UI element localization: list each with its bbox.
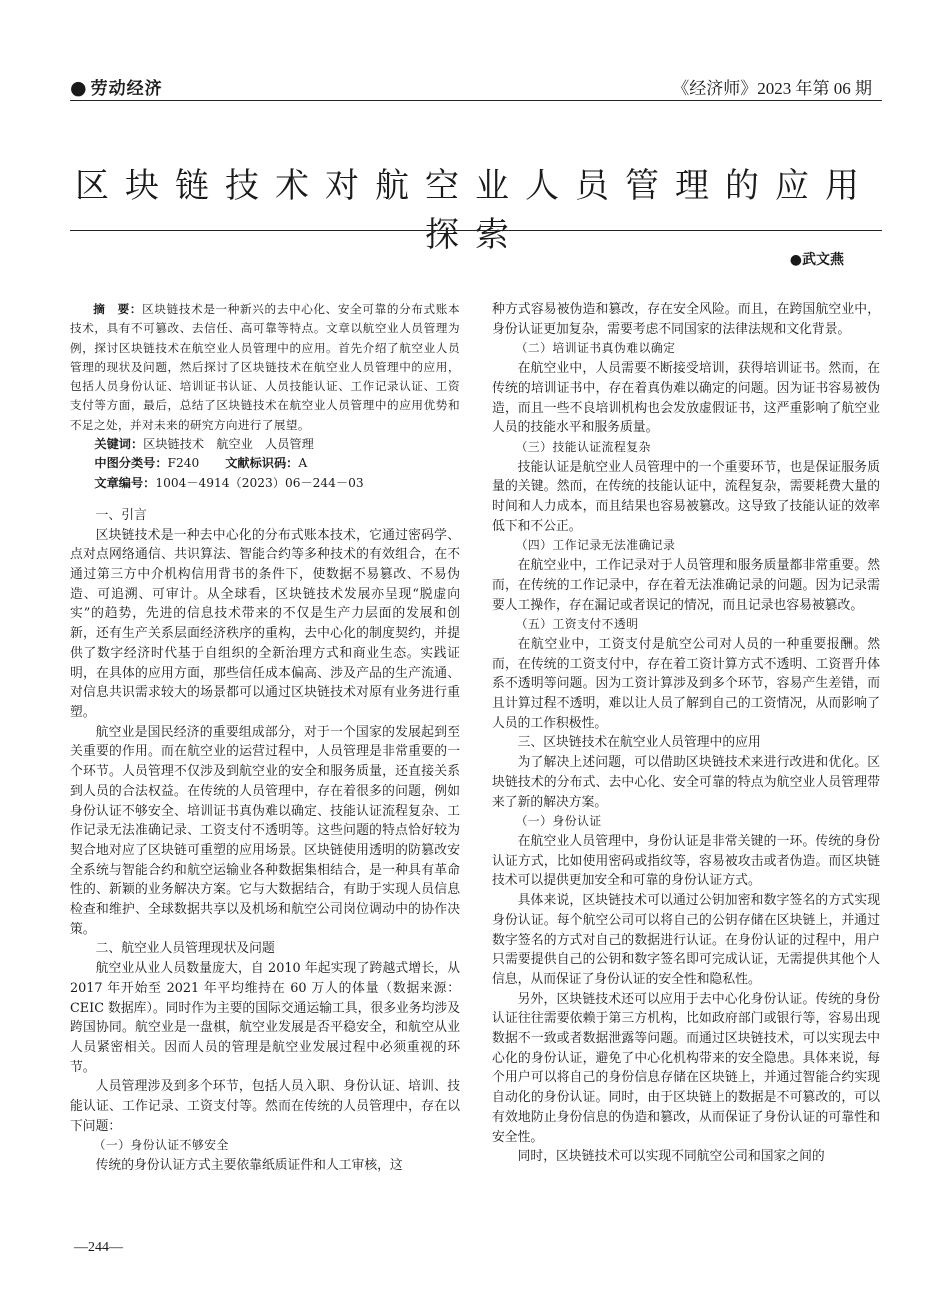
author-name: 武文燕 bbox=[802, 252, 844, 268]
classification: 中图分类号：F240 文献标识码：A bbox=[94, 456, 308, 471]
paragraph: 技能认证是航空业人员管理中的一个重要环节，也是保证服务质量的关键。然而，在传统的技能认证中，流程复杂，需要耗费大量的时间和人力成本，而且结果也容易被篡改。这导致了技能认证的效率低下和不公正。 bbox=[492, 459, 880, 534]
author bbox=[790, 249, 844, 269]
article-title: 区块链技术对航空业人员管理的应用探索 bbox=[75, 166, 875, 255]
abstract-text: 区块链技术是一种新兴的去中心化、安全可靠的分布式账本技术，具有不可篡改、去信任、高可靠等特点。文章以航空业人员管理为例，探讨区块链技术在航空业人员管理中的应用。首先介绍了航空业人员管理的现状及问题，然后探讨了区块链技术在航空业人员管理中的应用，包括人员身份认证、培训证书认证、人员技能认证、工作记录认证、工资支付等方面，最后，总结了区块链技术在航空业人员管理中的应用优势和不足之处，并对未来的研究方向进行了展望。 bbox=[70, 302, 461, 432]
section-label bbox=[70, 74, 163, 99]
paragraph: 具体来说，区块链技术可以通过公钥加密和数字签名的方式实现身份认证。每个航空公司可以将自己的公钥存储在区块链上，并通过数字签名的方式对自己的数据进行认证。在身份认证的过程中，用户只需要提供自己的公钥和数字签名即可完成认证，无需提供其他个人信息，从而保证了身份认证的安全性和隐私性。 bbox=[492, 893, 880, 987]
abstract bbox=[70, 300, 460, 435]
subheading-identity: （一）身份认证不够安全 bbox=[93, 1138, 229, 1153]
paragraph: 传统的身份认证方式主要依靠纸质证件和人工审核，这 bbox=[95, 1158, 403, 1174]
article-number: 文章编号：1004－4914（2023）06－244－03 bbox=[94, 475, 364, 490]
paragraph: 在航空业中，工作记录对于人员管理和服务质量都非常重要。然而，在传统的工作记录中，存在着无法准确记录的问题。因为记录需要人工操作，存在漏记或者误记的情况，而且记录也容易被篡改。 bbox=[492, 558, 880, 613]
paragraph: 另外，区块链技术还可以应用于去中心化身份认证。传统的身份认证往往需要依赖于第三方机构，比如政府部门或银行等，容易出现数据不一致或者数据泄露等问题。而通过区块链技术，可以实现去中心化的身份认证，避免了中心化机构带来的安全隐患。具体来说，每个用户可以将自己的身份信息存储在区块链上，并通过智能合约实现自动化的身份认证。同时，由于区块链上的数据是不可篡改的，可以有效地防止身份信息的伪造和篡改，从而保证了身份认证的可靠性和安全性。 bbox=[492, 991, 880, 1145]
paragraph: 航空业是国民经济的重要组成部分，对于一个国家的发展起到至关重要的作用。而在航空业的运营过程中，人员管理是非常重要的一个环节。人员管理不仅涉及到航空业的安全和服务质量，还直接关系到人员的合法权益。在传统的人员管理中，存在着很多的问题，例如身份认证不够安全、培训证书真伪难以确定、技能认证流程复杂、工作记录无法准确记录、工资支付不透明等。这些问题的特点恰好较为契合地对应了区块链可重塑的应用场景。区块链使用透明的防篡改安全系统与智能合约和航空运输业各种数据集相结合，是一种具有革命性的、新颖的业务解决方案。它与大数据结合，有助于实现人员信息检查和维护、全球数据共享以及机场和航空公司岗位调动中的协作决策。 bbox=[70, 724, 460, 937]
paragraph: 航空业从业人员数量庞大，自 2010 年起实现了跨越式增长，从 2017 年开始至 2021 年平均维持在 60 万人的体量（数据来源：CEIC 数据库）。同时作为主要的国际交通运输工具，很多业务均涉及跨国协同。航空业是一盘棋，航空业发展是否平稳安全，和航空从业人员紧密相关。因而人员的管理是航空业发展过程中必须重视的环节。 bbox=[70, 961, 460, 1075]
subheading-skills: （三）技能认证流程复杂 bbox=[515, 439, 651, 454]
section-name: 劳动经济 bbox=[90, 79, 163, 99]
paragraph: 在航空业中，工资支付是航空公司对人员的一种重要报酬。然而，在传统的工资支付中，存在着工资计算方式不透明、工资晋升体系不透明等问题。因为工资计算涉及到多个环节，容易产生差错，而且计算过程不透明，难以让人员了解到自己的工资情况，从而影响了人员的工作积极性。 bbox=[492, 636, 880, 731]
header-rule bbox=[70, 100, 882, 101]
section-heading-intro: 一、引言 bbox=[95, 507, 147, 523]
paragraph: 在航空业中，人员需要不断接受培训，获得培训证书。然而，在传统的培训证书中，存在着真伪难以确定的问题。因为证书容易被伪造，而且一些不良培训机构也会发放虚假证书，这严重影响了航空业人员的技能水平和服务质量。 bbox=[492, 361, 880, 436]
author-bullet-icon: ● bbox=[789, 252, 802, 268]
keywords: 关键词：区块链技术 航空业 人员管理 bbox=[94, 437, 314, 452]
left-column bbox=[70, 300, 460, 1176]
subheading-work-records: （四）工作记录无法准确记录 bbox=[515, 538, 676, 553]
abstract-label: 摘 要： bbox=[93, 302, 143, 316]
page-number: —244— bbox=[74, 1240, 123, 1255]
journal-info: 《经济师》2023 年第 06 期 bbox=[672, 79, 872, 98]
section-bullet-icon: ● bbox=[70, 77, 88, 99]
subheading-identity-auth: （一）身份认证 bbox=[515, 814, 602, 829]
paragraph: 种方式容易被伪造和篡改，存在安全风险。而且，在跨国航空业中，身份认证更加复杂，需要考虑不同国家的法律法规和文化背景。 bbox=[492, 302, 880, 337]
right-column bbox=[492, 300, 880, 1167]
paragraph: 区块链技术是一种去中心化的分布式账本技术，它通过密码学、点对点网络通信、共识算法、智能合约等多种技术的有效组合，在不通过第三方中介机构信用背书的条件下，使数据不易篡改、不易伪造、可追溯、可审计。从全球看，区块链技术发展亦呈现“脱虚向实”的趋势，先进的信息技术带来的不仅是生产力层面的发展和创新，还有生产关系层面经济秩序的重构，去中心化的制度契约，并提供了数字经济时代基于自组织的全新治理方式和商业生态。实践证明，在具体的应用方面，那些信任成本偏高、涉及产品的生产流通、对信息共识需求较大的场景都可以通过区块链技术对原有业务进行重塑。 bbox=[70, 527, 460, 720]
subheading-payroll: （五）工资支付不透明 bbox=[515, 617, 639, 632]
section-heading-status: 二、航空业人员管理现状及问题 bbox=[95, 941, 275, 957]
subheading-certificates: （二）培训证书真伪难以确定 bbox=[515, 341, 676, 356]
paragraph: 人员管理涉及到多个环节，包括人员入职、身份认证、培训、技能认证、工作记录、工资支付等。然而在传统的人员管理中，存在以下问题： bbox=[70, 1079, 460, 1134]
title-rule bbox=[70, 230, 882, 231]
paragraph: 同时，区块链技术可以实现不同航空公司和国家之间的 bbox=[517, 1149, 825, 1165]
paragraph: 在航空业人员管理中，身份认证是非常关键的一环。传统的身份认证方式，比如使用密码或指纹等，容易被攻击或者伪造。而区块链技术可以提供更加安全和可靠的身份认证方式。 bbox=[492, 833, 880, 889]
section-heading-application: 三、区块链技术在航空业人员管理中的应用 bbox=[517, 735, 761, 751]
paragraph: 为了解决上述问题，可以借助区块链技术来进行改进和优化。区块链技术的分布式、去中心化、安全可靠的特点为航空业人员管理带来了新的解决方案。 bbox=[492, 755, 880, 810]
